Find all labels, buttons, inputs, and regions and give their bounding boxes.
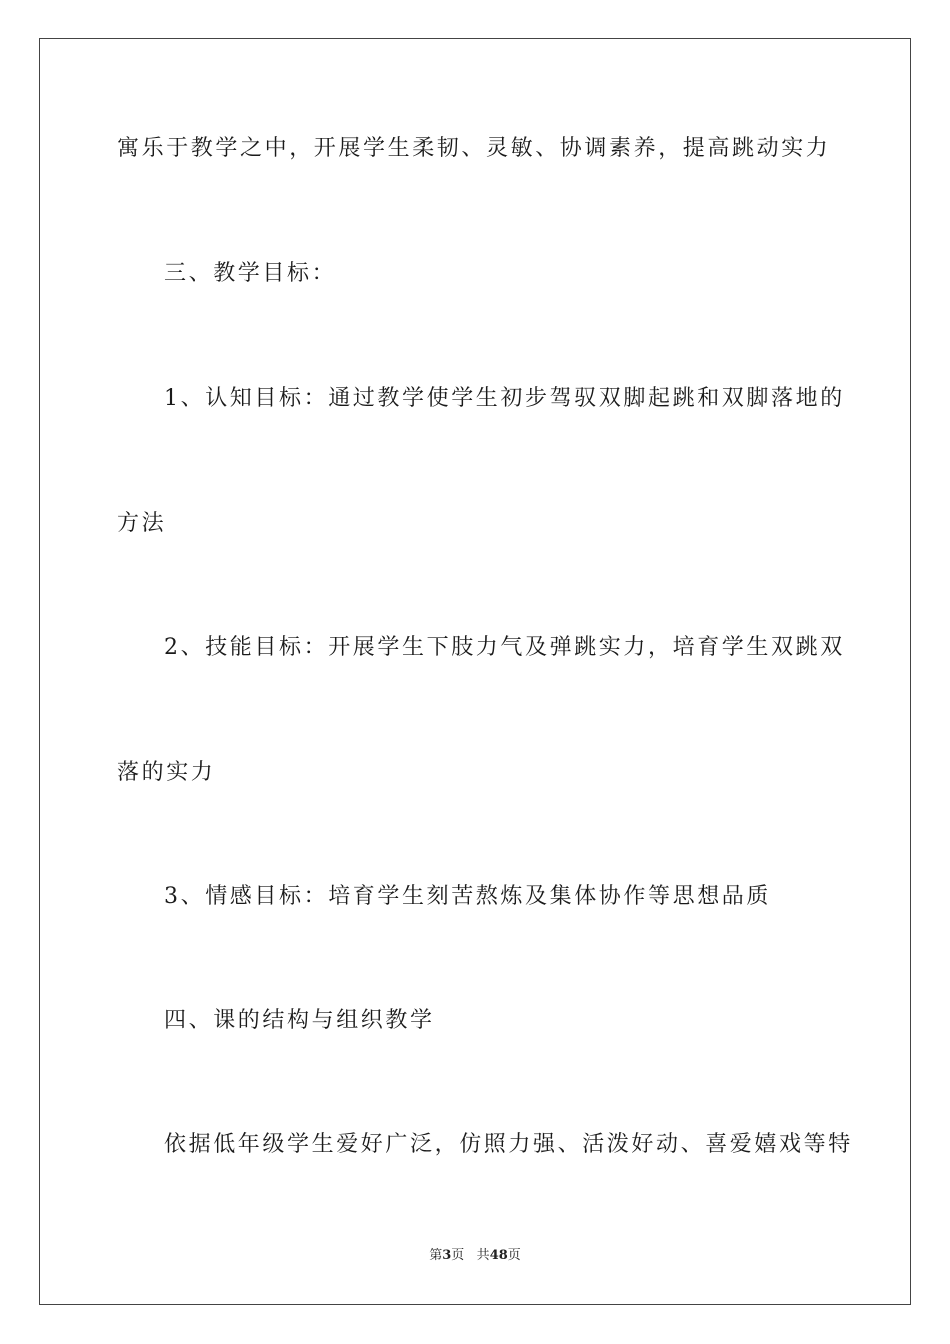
body-text-line: 2、技能目标：开展学生下肢力气及弹跳实力，培育学生双跳双 — [164, 635, 845, 660]
section-heading: 四、课的结构与组织教学 — [164, 1008, 435, 1033]
footer-page-suffix: 页 — [451, 1248, 465, 1263]
page-footer — [0, 1247, 950, 1265]
page-border — [39, 38, 911, 1305]
body-text-line: 依据低年级学生爱好广泛，仿照力强、活泼好动、喜爱嬉戏等特 — [164, 1132, 853, 1157]
body-text-line: 落的实力 — [117, 760, 216, 785]
footer-total-prefix: 共 — [476, 1248, 490, 1263]
footer-page-number: 3 — [442, 1248, 452, 1263]
body-text-line: 方法 — [117, 511, 167, 536]
section-heading: 三、教学目标： — [164, 261, 337, 286]
footer-page-prefix: 第 — [429, 1248, 443, 1263]
footer-total-suffix: 页 — [507, 1248, 521, 1263]
body-text-line: 3、情感目标：培育学生刻苦熬炼及集体协作等思想品质 — [164, 884, 771, 909]
body-text-line: 寓乐于教学之中，开展学生柔韧、灵敏、协调素养，提高跳动实力 — [117, 136, 831, 161]
body-text-line: 1、认知目标：通过教学使学生初步驾驭双脚起跳和双脚落地的 — [164, 386, 845, 411]
footer-total-pages: 48 — [489, 1248, 508, 1263]
